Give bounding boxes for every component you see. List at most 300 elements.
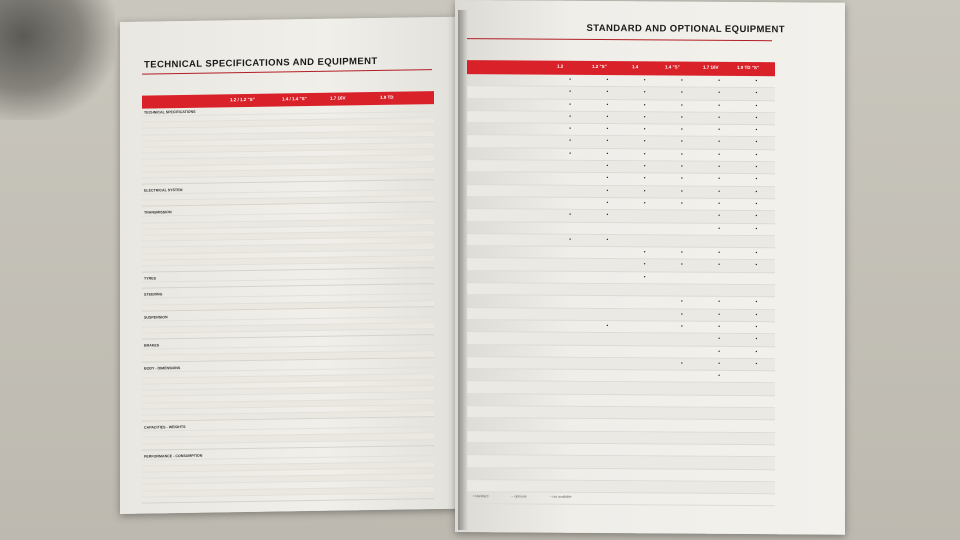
spec-cell [226, 121, 278, 127]
equipment-cell: • [680, 200, 683, 207]
equipment-cell [700, 420, 737, 432]
equipment-cell: • [755, 225, 758, 232]
spec-cell [382, 196, 434, 202]
equipment-row-label [467, 357, 551, 369]
equipment-cell: • [643, 89, 646, 96]
spec-cell [330, 488, 382, 494]
equipment-row-label [467, 295, 551, 307]
equipment-cell: • [718, 348, 720, 355]
equipment-cell: • [755, 360, 758, 367]
spec-section [142, 361, 434, 422]
equipment-cell [626, 333, 663, 345]
equipment-cell [551, 161, 588, 173]
equipment-cell [551, 198, 588, 210]
spec-cell [382, 168, 434, 174]
spec-cell [382, 392, 434, 398]
spec-cell [226, 215, 278, 221]
spec-section-heading: STEERING [144, 292, 163, 297]
equipment-cell [551, 382, 588, 394]
equipment-cell [626, 210, 663, 222]
spec-cell [226, 127, 278, 133]
equipment-row-label [467, 308, 551, 320]
equipment-cell [663, 334, 700, 346]
spec-cell [226, 281, 278, 287]
right-page-title: STANDARD AND OPTIONAL EQUIPMENT [586, 22, 785, 36]
equipment-cell [626, 407, 663, 419]
equipment-cell [738, 383, 775, 395]
equipment-row-label [467, 480, 551, 492]
equipment-cell [589, 493, 626, 505]
spec-cell [382, 225, 434, 231]
spec-cell [226, 164, 278, 170]
spec-cell [226, 319, 278, 325]
equipment-cell: • [643, 138, 646, 145]
equipment-row-label [467, 455, 551, 467]
spec-cell [382, 162, 434, 168]
equipment-cell: • [680, 77, 683, 84]
equipment-cell: • [680, 139, 683, 146]
spec-cell [330, 144, 382, 150]
equipment-cell [589, 370, 626, 382]
spec-row-label [142, 443, 226, 450]
spec-cell [382, 456, 434, 462]
spec-cell [330, 399, 382, 405]
spec-cell [278, 302, 330, 308]
spec-cell [330, 463, 382, 469]
equipment-cell: • [718, 176, 720, 183]
equipment-row-label [467, 394, 551, 406]
equipment-cell [700, 432, 737, 444]
equipment-cell [626, 395, 663, 407]
equipment-cell: • [606, 163, 609, 170]
equipment-cell: • [680, 298, 683, 305]
spec-cell [278, 257, 330, 263]
equipment-cell [551, 296, 588, 308]
equipment-cell [589, 432, 626, 444]
spec-cell [382, 481, 434, 487]
spec-cell [330, 113, 382, 119]
equipment-cell [663, 457, 700, 469]
equipment-cell [551, 468, 588, 480]
spec-cell [226, 458, 278, 464]
equipment-row-label [467, 418, 551, 430]
equipment-row-label [467, 123, 551, 135]
spec-cell [330, 469, 382, 475]
spec-cell [382, 213, 434, 219]
spec-cell [226, 303, 278, 309]
spec-cell [278, 394, 330, 400]
equipment-cell: • [680, 262, 683, 269]
equipment-cell: • [755, 324, 758, 331]
equipment-cell: • [643, 114, 646, 121]
spec-cell [226, 158, 278, 164]
equipment-cell [589, 222, 626, 234]
equipment-cell [551, 444, 588, 456]
equipment-row-label [467, 468, 551, 480]
equipment-cell [738, 433, 775, 445]
spec-cell [330, 295, 382, 301]
equipment-row-label [467, 382, 551, 394]
spec-section-heading: ELECTRICAL SYSTEM [144, 188, 183, 193]
spec-cell [226, 483, 278, 489]
equipment-cell [589, 419, 626, 431]
spec-cell [382, 174, 434, 180]
eq-col-3: 1.4 [632, 64, 639, 70]
equipment-row-label [467, 431, 551, 443]
spec-cell [330, 352, 382, 358]
spec-cell [330, 191, 382, 197]
equipment-cell: • [755, 78, 758, 85]
spec-cell [330, 138, 382, 144]
spec-cell [226, 354, 278, 360]
background-shadow [0, 0, 115, 120]
equipment-row-label [467, 172, 551, 184]
legend-standard: • standard [473, 494, 489, 499]
equipment-cell [738, 396, 775, 408]
spec-cell [226, 489, 278, 495]
spec-cell [278, 239, 330, 245]
spec-cell [226, 297, 278, 303]
equipment-cell: • [680, 360, 683, 367]
spec-row-label [142, 281, 226, 288]
spec-cell [278, 198, 330, 204]
spec-cell [226, 464, 278, 470]
spec-cell [382, 462, 434, 468]
equipment-cell: • [643, 163, 646, 170]
spec-section [142, 420, 434, 450]
spec-cell [226, 193, 278, 199]
equipment-cell [551, 394, 588, 406]
spec-cell [382, 301, 434, 307]
equipment-table [467, 74, 775, 507]
spec-row-label [142, 304, 226, 311]
equipment-cell: • [718, 213, 720, 220]
equipment-cell: • [606, 138, 609, 145]
spec-cell [382, 149, 434, 155]
equipment-cell [626, 309, 663, 321]
equipment-cell: • [643, 261, 646, 268]
spec-row-label [142, 265, 226, 272]
equipment-cell: • [755, 114, 758, 122]
spec-col-3: 1.7 16V [330, 95, 346, 101]
equipment-row-label [467, 369, 551, 381]
spec-cell [278, 157, 330, 163]
equipment-cell: • [643, 101, 646, 108]
spec-cell [278, 388, 330, 394]
equipment-cell: • [755, 151, 758, 158]
equipment-cell: • [755, 336, 758, 343]
equipment-cell: • [643, 175, 646, 182]
legend-unavailable: -- not available [549, 494, 572, 499]
equipment-row-label [467, 209, 551, 221]
equipment-cell: • [569, 113, 571, 120]
spec-cell [226, 221, 278, 227]
equipment-cell [551, 321, 588, 333]
equipment-row-label [467, 111, 551, 123]
spec-cell [278, 120, 330, 126]
eq-col-5: 1.7 16V [703, 64, 719, 70]
equipment-cell: • [718, 102, 720, 109]
spec-cell [278, 114, 330, 120]
spec-cell [382, 493, 434, 499]
spec-cell [382, 329, 434, 335]
spec-cell [226, 139, 278, 145]
spec-cell [278, 233, 330, 239]
spec-cell [226, 325, 278, 331]
spec-cell [278, 376, 330, 382]
equipment-row-label [467, 197, 551, 209]
spec-cell [330, 324, 382, 330]
equipment-cell [700, 482, 737, 494]
equipment-cell: • [755, 127, 758, 134]
spec-cell [278, 151, 330, 157]
spec-cell [382, 380, 434, 386]
spec-cell [330, 150, 382, 156]
equipment-cell [551, 480, 588, 492]
spec-cell [330, 226, 382, 232]
spec-cell [330, 119, 382, 125]
equipment-cell: • [643, 187, 646, 195]
equipment-cell [700, 236, 737, 248]
equipment-cell [700, 457, 737, 469]
spec-cell [226, 376, 278, 382]
equipment-cell: • [718, 311, 720, 318]
spec-cell [330, 197, 382, 203]
equipment-cell [551, 308, 588, 320]
spec-cell [330, 346, 382, 352]
spec-cell [278, 331, 330, 337]
equipment-cell [663, 235, 700, 247]
equipment-cell: • [569, 76, 571, 83]
equipment-cell: • [643, 274, 646, 281]
equipment-cell [663, 371, 700, 383]
equipment-row-label [467, 136, 551, 148]
equipment-cell: • [680, 126, 683, 133]
equipment-row-label [467, 320, 551, 332]
equipment-cell: • [606, 212, 609, 219]
equipment-cell [626, 469, 663, 481]
equipment-cell: • [680, 311, 683, 318]
equipment-cell [738, 420, 775, 432]
equipment-cell [738, 273, 775, 285]
spec-cell [330, 428, 382, 434]
equipment-cell: • [755, 299, 758, 306]
equipment-row-label [467, 160, 551, 172]
spec-cell [278, 429, 330, 435]
spec-cell [382, 256, 434, 262]
equipment-cell [663, 383, 700, 395]
equipment-cell [589, 456, 626, 468]
spec-cell [330, 169, 382, 175]
equipment-cell [738, 482, 775, 494]
equipment-cell: • [755, 176, 758, 183]
spec-cell [278, 318, 330, 324]
spec-cell [278, 227, 330, 233]
spec-cell [330, 330, 382, 336]
equipment-cell [626, 321, 663, 333]
spec-cell [226, 152, 278, 158]
equipment-cell: • [606, 126, 609, 133]
spec-cell [382, 317, 434, 323]
equipment-cell: • [718, 299, 720, 306]
equipment-cell: • [680, 89, 683, 96]
equipment-cell [589, 444, 626, 456]
equipment-row-label [467, 271, 551, 283]
equipment-cell: • [718, 323, 720, 330]
spec-section [142, 183, 434, 207]
spec-cell [330, 434, 382, 440]
equipment-cell [589, 284, 626, 296]
equipment-cell: • [755, 102, 758, 109]
equipment-cell: • [755, 139, 758, 146]
spec-cell [330, 494, 382, 500]
equipment-cell [589, 333, 626, 345]
equipment-cell [738, 445, 775, 457]
spec-cell [278, 280, 330, 286]
spec-cell [330, 175, 382, 181]
equipment-cell [663, 481, 700, 493]
left-page [120, 17, 465, 514]
equipment-cell [551, 407, 588, 419]
spec-cell [278, 369, 330, 375]
equipment-cell [626, 481, 663, 493]
spec-cell [382, 278, 434, 284]
spec-cell [382, 474, 434, 480]
spec-cell [278, 145, 330, 151]
spec-cell [226, 477, 278, 483]
equipment-cell [551, 456, 588, 468]
spec-cell [226, 199, 278, 205]
spec-cell [382, 345, 434, 351]
equipment-cell: • [755, 262, 758, 269]
equipment-cell: • [569, 138, 571, 145]
equipment-cell: • [606, 113, 609, 120]
spec-cell [226, 395, 278, 401]
book-spine-shadow [458, 10, 468, 530]
equipment-cell [626, 346, 663, 358]
spec-cell [382, 294, 434, 300]
equipment-cell [589, 481, 626, 493]
spec-cell [226, 264, 278, 270]
equipment-cell [551, 370, 588, 382]
spec-cell [382, 237, 434, 243]
equipment-cell [626, 297, 663, 309]
spec-cell [226, 332, 278, 338]
spec-cell [278, 325, 330, 331]
equipment-cell [663, 211, 700, 223]
equipment-cell [551, 345, 588, 357]
spec-cell [382, 440, 434, 446]
equipment-row-label [467, 86, 551, 98]
spec-col-2: 1.4 / 1.4 "S" [282, 96, 307, 102]
spec-cell [278, 382, 330, 388]
spec-cell [278, 251, 330, 257]
spec-cell [382, 219, 434, 225]
spec-section-heading: PERFORMANCE - CONSUMPTION [144, 453, 203, 459]
spec-cell [330, 412, 382, 418]
equipment-cell [663, 346, 700, 358]
spec-cell [382, 427, 434, 433]
equipment-cell [663, 469, 700, 481]
equipment-cell: • [755, 90, 758, 97]
equipment-cell [663, 223, 700, 235]
equipment-cell: • [606, 101, 609, 108]
spec-cell [278, 264, 330, 270]
spec-row-label [142, 496, 226, 503]
equipment-cell [700, 272, 737, 284]
equipment-cell [551, 259, 588, 271]
spec-cell [330, 481, 382, 487]
equipment-cell: • [755, 311, 758, 318]
spec-row-label [142, 177, 226, 184]
spec-cell [330, 393, 382, 399]
spec-section [142, 338, 434, 362]
spec-section-heading: BRAKES [144, 343, 160, 348]
equipment-row-label [467, 185, 551, 197]
spec-cell [382, 468, 434, 474]
equipment-cell [551, 284, 588, 296]
equipment-cell [738, 285, 775, 297]
spec-cell [226, 115, 278, 121]
spec-row-label [142, 414, 226, 421]
equipment-cell: • [569, 125, 571, 132]
equipment-cell [589, 468, 626, 480]
equipment-row-label [467, 246, 551, 258]
equipment-cell: • [606, 200, 609, 207]
equipment-cell: • [606, 77, 609, 84]
equipment-cell [589, 259, 626, 271]
equipment-cell: • [569, 150, 571, 157]
equipment-row-label [467, 443, 551, 455]
spec-cell [278, 435, 330, 441]
equipment-cell: • [718, 262, 720, 269]
equipment-cell: • [755, 213, 758, 220]
equipment-cell: • [606, 187, 609, 194]
equipment-cell: • [680, 249, 683, 256]
spec-cell [278, 488, 330, 494]
spec-cell [382, 143, 434, 149]
spec-cell [226, 436, 278, 442]
spec-cell [330, 250, 382, 256]
spec-cell [278, 296, 330, 302]
equipment-cell: • [680, 102, 683, 109]
equipment-cell [551, 419, 588, 431]
equipment-cell [700, 469, 737, 481]
spec-section-heading: BODY - DIMENSIONS [144, 365, 181, 371]
equipment-cell [551, 358, 588, 370]
equipment-cell: • [606, 89, 609, 96]
equipment-cell [551, 222, 588, 234]
equipment-cell: • [680, 188, 683, 195]
spec-cell [330, 232, 382, 238]
equipment-cell: • [643, 77, 646, 84]
equipment-cell [589, 345, 626, 357]
equipment-cell: • [718, 151, 720, 158]
spec-cell [278, 495, 330, 501]
equipment-cell [626, 420, 663, 432]
spec-cell [330, 279, 382, 285]
equipment-cell [700, 408, 737, 420]
spec-cell [330, 381, 382, 387]
spec-cell [278, 457, 330, 463]
equipment-cell [626, 284, 663, 296]
spec-cell [226, 430, 278, 436]
equipment-cell: • [643, 126, 646, 133]
spec-section [142, 206, 434, 273]
spec-cell [278, 214, 330, 220]
equipment-cell [626, 223, 663, 235]
spec-section-heading: TRANSMISSION [144, 210, 172, 216]
